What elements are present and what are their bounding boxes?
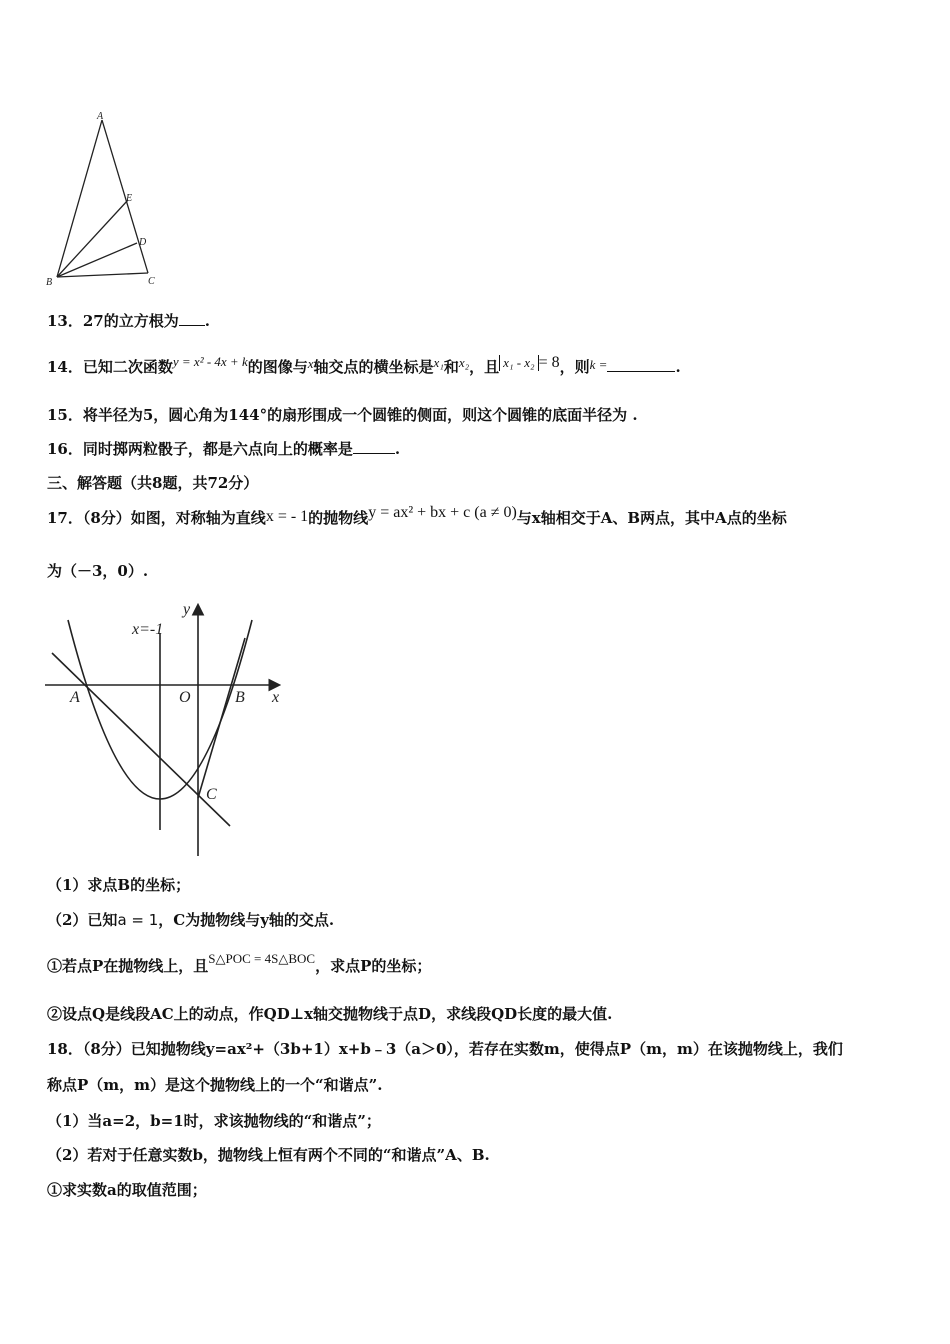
q14-prefix: 14．已知二次函数: [47, 358, 173, 376]
section-3-title: 三、解答题（共8题，共72分）: [47, 474, 259, 492]
label-axis-equation: x=-1: [132, 621, 164, 638]
q16-answer-blank[interactable]: [353, 439, 395, 454]
q17-prefix: 17．（8分）如图，对称轴为直线: [47, 509, 266, 527]
q14-answer-blank[interactable]: [607, 357, 675, 372]
q17-c1-suffix: ，求点P的坐标；: [315, 957, 432, 975]
label-b: B: [46, 277, 53, 288]
q17-part-1: [47, 874, 190, 896]
q17-line2: 为（－3，0）.: [47, 562, 149, 580]
q18-c1: ①求实数a的取值范围；: [47, 1181, 207, 1199]
question-16: [47, 438, 400, 460]
label-e: E: [126, 193, 133, 204]
tangent-line: [198, 638, 245, 798]
q18-p2: （2）若对于任意实数b，抛物线上恒有两个不同的“和谐点”A、B.: [47, 1146, 490, 1164]
parabola-figure: [40, 598, 290, 863]
question-13: [47, 310, 210, 332]
q17-c2: ②设点Q是线段AC上的动点，作QD⊥x轴交抛物线于点D，求线段QD长度的最大值.: [47, 1005, 613, 1023]
q18-part-2: [47, 1144, 490, 1166]
label-a: A: [70, 689, 80, 706]
q15-text: 15．将半径为5，圆心角为144°的扇形围成一个圆锥的侧面，则这个圆锥的底面半径为 .: [47, 406, 638, 424]
section-3-heading: [47, 472, 258, 494]
question-17: [47, 504, 787, 530]
label-y: y: [183, 601, 191, 618]
q14-mid3: ，且: [469, 358, 500, 376]
q14-x-var: x: [307, 356, 314, 371]
q14-mid1: 的图像与: [247, 358, 308, 376]
triangle-figure: [40, 110, 170, 290]
triangle-side-bc: [57, 273, 148, 277]
q17-p2-prefix: （2）已知: [47, 911, 118, 929]
label-x: x: [272, 689, 280, 706]
q16-suffix: .: [394, 440, 401, 458]
q14-function: y = x² - 4x + k: [172, 354, 248, 369]
q18-part-1: [47, 1110, 381, 1132]
q13-answer-blank[interactable]: [179, 311, 205, 326]
q17-parabola-equation: y = ax² + bx + c (a ≠ 0): [368, 504, 517, 521]
q17-part-2: [47, 909, 334, 931]
q14-mid4: ，则: [559, 358, 590, 376]
triangle-segment-bd: [57, 243, 137, 277]
line-ac: [52, 653, 230, 826]
q17-c1-formula: S△POC = 4S△BOC: [208, 951, 316, 966]
question-15: [47, 404, 638, 426]
question-18-line2: [47, 1074, 383, 1096]
q17-part-2-1: [47, 951, 432, 978]
question-18: [47, 1038, 843, 1060]
q18-p1: （1）当a=2，b=1时，求该抛物线的“和谐点”；: [47, 1112, 381, 1130]
triangle-side-ac: [102, 120, 148, 273]
q14-abs-expr: x₁ - x₂: [499, 355, 538, 371]
q17-p2-suffix: ，C为抛物线与y轴的交点.: [158, 911, 335, 929]
question-14: [47, 356, 681, 379]
label-d: D: [139, 237, 147, 248]
q17-p1: （1）求点B的坐标；: [47, 876, 191, 894]
label-b: B: [235, 689, 245, 706]
q18-part-2-1: [47, 1179, 207, 1201]
question-17-line2: [47, 560, 148, 582]
label-c: C: [206, 786, 217, 803]
q18-line2: 称点P（m，m）是这个抛物线上的一个“和谐点”.: [47, 1076, 383, 1094]
q18-line1: 18．（8分）已知抛物线y=ax²+（3b+1）x+b﹣3（a＞0），若存在实数m，使得点P（m，m）在该抛物线上，我们: [47, 1040, 843, 1058]
q14-mid2: 轴交点的横坐标是: [313, 358, 434, 376]
q16-prefix: 16．同时掷两粒骰子，都是六点向上的概率是: [47, 440, 353, 458]
q17-mid2: 与x轴相交于A、B两点，其中A点的坐标: [516, 509, 787, 527]
label-a: A: [97, 111, 104, 122]
q17-c1-prefix: ①若点P在抛物线上，且: [47, 957, 209, 975]
q14-x1: x₁: [433, 355, 444, 370]
q17-mid1: 的抛物线: [308, 509, 369, 527]
label-c: C: [148, 276, 155, 287]
q13-prefix: 13．27的立方根为: [47, 312, 179, 330]
q14-x2: x₂: [458, 355, 470, 370]
q17-axis-equation: x = - 1: [265, 508, 309, 525]
q17-part-2-2: [47, 1003, 612, 1025]
q17-p2-a: a = 1: [117, 911, 159, 929]
q14-suffix: .: [675, 358, 681, 376]
label-o: O: [179, 689, 191, 706]
q13-suffix: .: [204, 312, 210, 330]
q14-abs-rhs: = 8: [538, 354, 560, 371]
q14-k-eq: k =: [589, 357, 608, 372]
q14-and: 和: [443, 358, 459, 376]
